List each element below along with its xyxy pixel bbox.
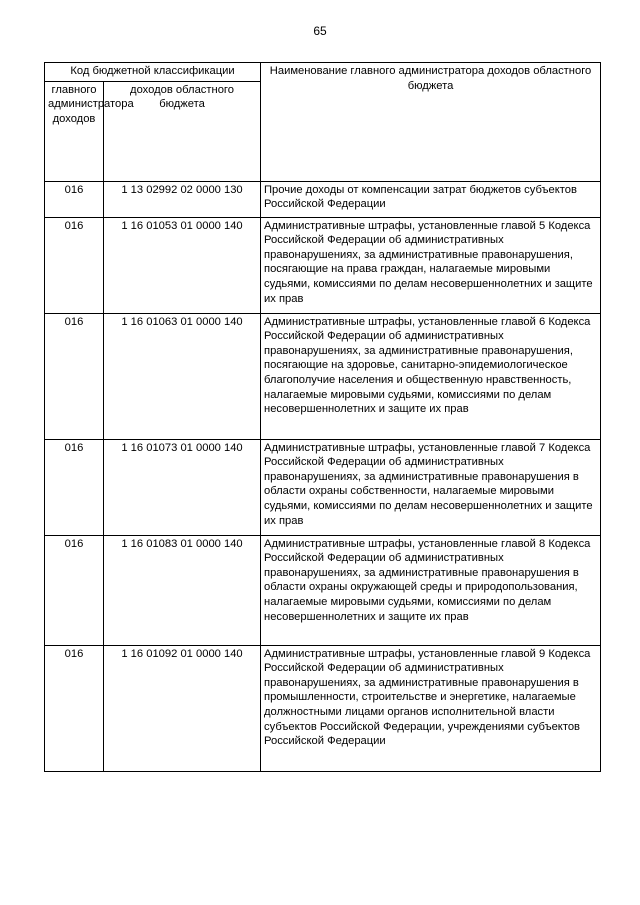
- table-header-row-group: [45, 63, 601, 82]
- header-administrator-name: Наименование главного администратора доходов областного бюджета: [261, 63, 601, 182]
- cell-income-code: 1 13 02992 02 0000 130: [104, 181, 261, 217]
- cell-income-code: 1 16 01063 01 0000 140: [104, 313, 261, 439]
- table-row: [45, 313, 601, 439]
- cell-admin-code: 016: [45, 217, 104, 313]
- cell-income-name: Административные штрафы, установленные главой 5 Кодекса Российской Федерации об административных правонарушениях, за административные правонарушения, посягающие на права граждан, налагаемые мировыми судьями, комиссиями по делам несовершеннолетних и защите их прав: [261, 217, 601, 313]
- header-budget-code-group: Код бюджетной классификации: [45, 63, 261, 82]
- header-main-administrator: главного администратора доходов: [45, 81, 104, 181]
- table-row: [45, 181, 601, 217]
- cell-income-code: 1 16 01092 01 0000 140: [104, 645, 261, 771]
- cell-income-name: Административные штрафы, установленные главой 6 Кодекса Российской Федерации об административных правонарушениях, за административные правонарушения, посягающие на здоровье, санитарно-эпидемиологическое благополучие населения и общественную нравственность, налагаемые мировыми судьями, комиссиями по делам несовершеннолетних и защите их прав: [261, 313, 601, 439]
- cell-income-name: Административные штрафы, установленные главой 8 Кодекса Российской Федерации об административных правонарушениях, за административные правонарушения в области охраны окружающей среды и природопользования, налагаемые мировыми судьями, комиссиями по делам несовершеннолетних и защите их прав: [261, 535, 601, 645]
- table-row: [45, 535, 601, 645]
- table-row: [45, 217, 601, 313]
- cell-income-name: Административные штрафы, установленные главой 7 Кодекса Российской Федерации об административных правонарушениях, за административные правонарушения в области охраны собственности, налагаемые мировыми судьями, комиссиями по делам несовершеннолетних и защите их прав: [261, 439, 601, 535]
- cell-income-name: Административные штрафы, установленные главой 9 Кодекса Российской Федерации об административных правонарушениях, за административные правонарушения в промышленности, строительстве и энергетике, налагаемые должностными лицами органов исполнительной власти субъектов Российской Федерации, учреждениями субъектов Российской Федерации: [261, 645, 601, 771]
- header-regional-income: доходов областного бюджета: [104, 81, 261, 181]
- cell-admin-code: 016: [45, 313, 104, 439]
- table-row: [45, 645, 601, 771]
- cell-admin-code: 016: [45, 535, 104, 645]
- cell-admin-code: 016: [45, 439, 104, 535]
- cell-income-code: 1 16 01073 01 0000 140: [104, 439, 261, 535]
- cell-income-name: Прочие доходы от компенсации затрат бюджетов субъектов Российской Федерации: [261, 181, 601, 217]
- table-row: [45, 439, 601, 535]
- cell-income-code: 1 16 01053 01 0000 140: [104, 217, 261, 313]
- cell-admin-code: 016: [45, 645, 104, 771]
- cell-income-code: 1 16 01083 01 0000 140: [104, 535, 261, 645]
- budget-classification-table: [44, 62, 601, 772]
- cell-admin-code: 016: [45, 181, 104, 217]
- page-number: 65: [313, 24, 327, 38]
